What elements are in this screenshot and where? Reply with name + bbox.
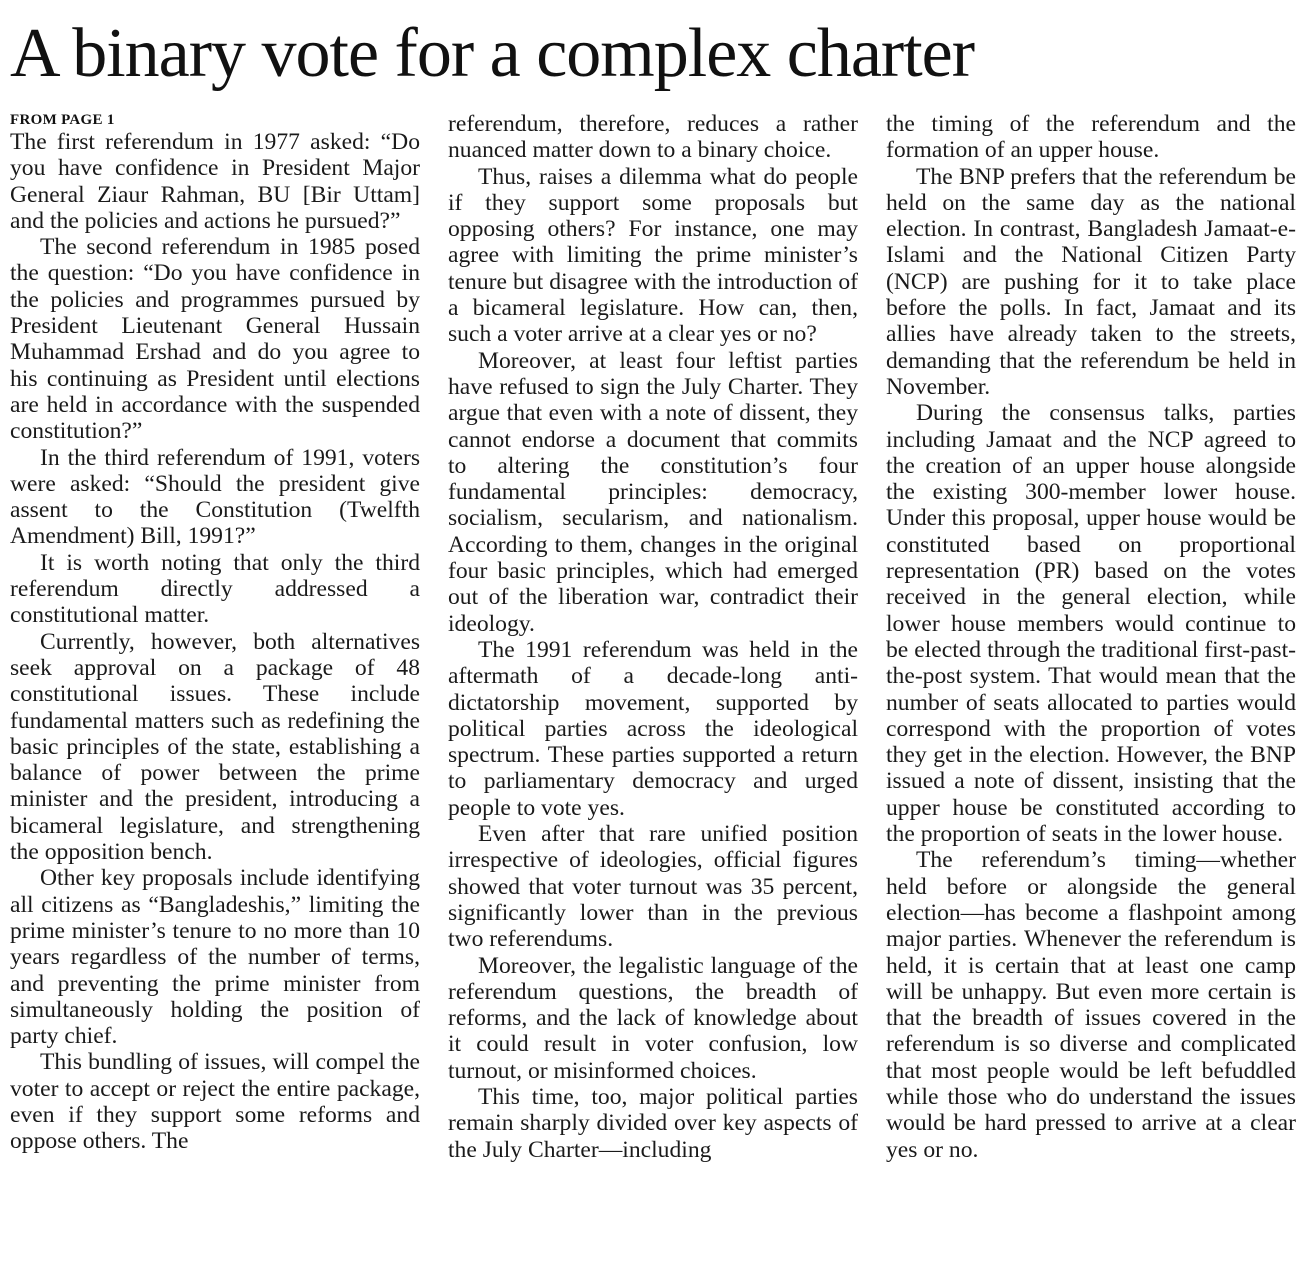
- paragraph: The referendum’s timing—whether held before or alongside the general election—has become a flashpoint among major parties. Whenever the referendum is held, it is certain that at least one camp will be unhappy. But even more certain is that the breadth of issues covered in the referendum is so diverse and complicated that most people would be left befuddled while those who do understand the issues would be hard pressed to arrive at a clear yes or no.: [886, 847, 1296, 1163]
- paragraph: The BNP prefers that the referendum be held on the same day as the national election. In contrast, Bangladesh Jamaat-e-Islami and the National Citizen Party (NCP) are pushing for it to take place before the polls. In fact, Jamaat and its allies have already taken to the streets, demanding that the referendum be held in November.: [886, 163, 1296, 400]
- paragraph: It is worth noting that only the third referendum directly addressed a constitutional matter.: [10, 549, 420, 629]
- paragraph: In the third referendum of 1991, voters were asked: “Should the president give assent to the Constitution (Twelfth Amendment) Bill, 1991?”: [10, 444, 420, 550]
- paragraph: This time, too, major political parties remain sharply divided over key aspects of the July Charter—including: [448, 1083, 858, 1163]
- article-column-3: [886, 111, 1296, 1163]
- paragraph: The second referendum in 1985 posed the question: “Do you have confidence in the policies and programmes pursued by President Lieutenant General Hussain Muhammad Ershad and do you agree to his continuing as President until elections are held in accordance with the suspended constitution?”: [10, 234, 420, 445]
- paragraph: Moreover, the legalistic language of the referendum questions, the breadth of reforms, and the lack of knowledge about it could result in voter confusion, low turnout, or misinformed choices.: [448, 952, 858, 1084]
- paragraph: This bundling of issues, will compel the voter to accept or reject the entire package, even if they support some reforms and oppose others. The: [10, 1049, 420, 1155]
- paragraph: During the consensus talks, parties including Jamaat and the NCP agreed to the creation of an upper house alongside the existing 300-member lower house. Under this proposal, upper house would be constituted based on proportional representation (PR) based on the votes received in the general election, while lower house members would continue to be elected through the traditional first-past-the-post system. That would mean that the number of seats allocated to parties would correspond with the proportion of votes they get in the election. However, the BNP issued a note of dissent, insisting that the upper house be constituted according to the proportion of seats in the lower house.: [886, 400, 1296, 848]
- paragraph: Even after that rare unified position irrespective of ideologies, official figures showed that voter turnout was 35 percent, significantly lower than in the previous two referendums.: [448, 821, 858, 953]
- paragraph: Currently, however, both alternatives seek approval on a package of 48 constitutional issues. These include fundamental matters such as redefining the basic principles of the state, establishing a balance of power between the prime minister and the president, introducing a bicameral legislature, and strengthening the opposition bench.: [10, 628, 420, 866]
- paragraph: The first referendum in 1977 asked: “Do you have confidence in President Major General Ziaur Rahman, BU [Bir Uttam] and the policies and actions he pursued?”: [10, 129, 420, 234]
- paragraph: Other key proposals include identifying all citizens as “Bangladeshis,” limiting the prime minister’s tenure to no more than 10 years regardless of the number of terms, and preventing the prime minister from simultaneously holding the position of party chief.: [10, 865, 420, 1050]
- article-column-1: [10, 111, 420, 1155]
- paragraph-continued: the timing of the referendum and the formation of an upper house.: [886, 111, 1296, 164]
- paragraph: Thus, raises a dilemma what do people if they support some proposals but opposing others? For instance, one may agree with limiting the prime minister’s tenure but disagree with the introduction of a bicameral legislature. How can, then, such a voter arrive at a clear yes or no?: [448, 163, 858, 348]
- article-column-2: [448, 111, 858, 1163]
- headline: A binary vote for a complex charter: [10, 15, 975, 92]
- paragraph: Moreover, at least four leftist parties have refused to sign the July Charter. They argue that even with a note of dissent, they cannot endorse a document that commits to altering the constitution’s four fundamental principles: democracy, socialism, secularism, and nationalism. According to them, changes in the original four basic principles, which had emerged out of the liberation war, contradict their ideology.: [448, 347, 858, 637]
- kicker: FROM PAGE 1: [10, 112, 115, 128]
- paragraph-continued: referendum, therefore, reduces a rather nuanced matter down to a binary choice.: [448, 111, 858, 164]
- paragraph: The 1991 referendum was held in the aftermath of a decade-long anti-dictatorship movement, supported by political parties across the ideological spectrum. These parties supported a return to parliamentary democracy and urged people to vote yes.: [448, 636, 858, 821]
